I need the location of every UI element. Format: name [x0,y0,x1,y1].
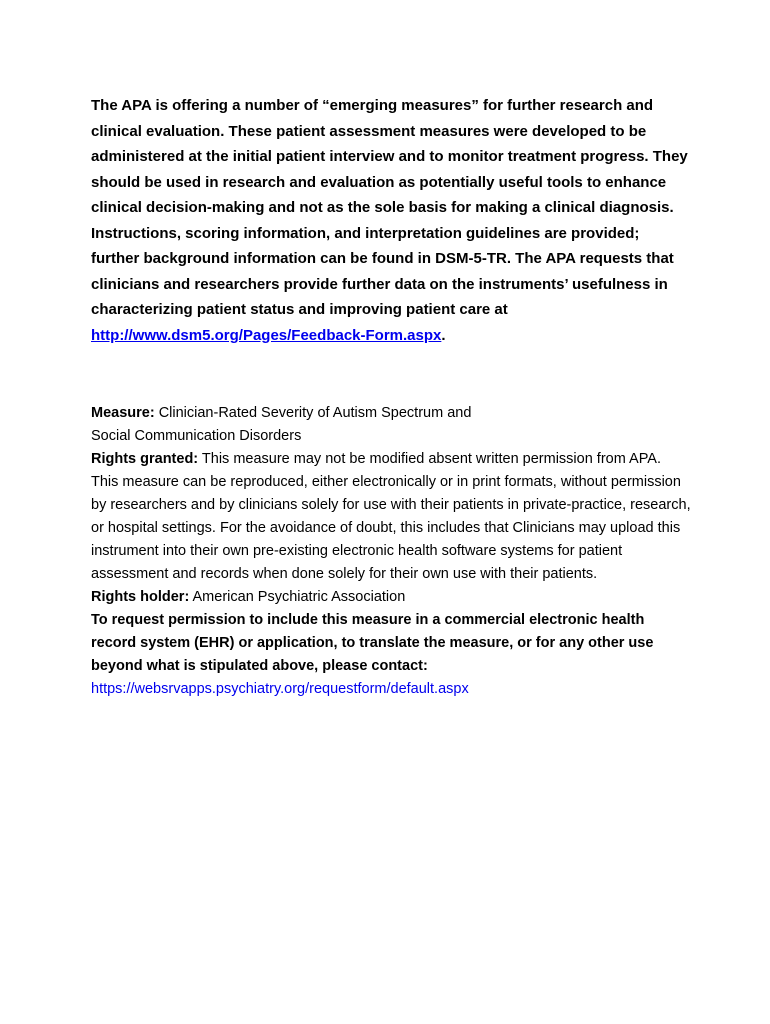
rights-granted-text: This measure may not be modified absent written permission from APA. This measure can be reproduced, either electronically or in print formats, without permission by researchers and by clinicians solely for use with their patients in private-practice, research, or hospital settings. For the avoidance of doubt, this includes that Clinicians may upload this instrument into their own pre-existing electronic health software systems for patient assessment and records when done solely for their own use with their patients. [91,451,691,582]
request-link-line [91,678,691,701]
measure-name-line1: Clinician-Rated Severity of Autism Spectrum and [154,405,472,421]
intro-end-punct: . [441,326,446,344]
rights-holder-text: American Psychiatric Association [189,589,406,605]
measure-name-line2: Social Communication Disorders [91,428,302,444]
rights-holder-line [91,586,691,609]
measure-line [91,402,691,425]
intro-section [91,93,691,348]
rights-granted-paragraph [91,448,691,586]
request-permission-text: To request permission to include this measure in a commercial electronic health record system (EHR) or application, to translate the measure, or for any other use beyond what is stipulated above, please contact: [91,612,654,674]
intro-paragraph [91,93,691,348]
measure-label: Measure: [91,405,155,421]
intro-text: The APA is offering a number of “emerging measures” for further research and clinical evaluation. These patient assessment measures were developed to be administered at the initial patient interview and to monitor treatment progress. They should be used in research and evaluation as potentially useful tools to enhance clinical decision-making and not as the sole basis for making a clinical diagnosis. Instructions, scoring information, and interpretation guidelines are provided; further background information can be found in DSM-5-TR. The APA requests that clinicians and researchers provide further data on the instruments’ usefulness in characterizing patient status and improving patient care at [91,97,688,318]
rights-holder-label: Rights holder: [91,589,190,605]
measure-info-section [91,402,691,701]
request-form-link[interactable]: https://websrvapps.psychiatry.org/requestform/default.aspx [91,681,469,697]
rights-granted-label: Rights granted: [91,451,199,467]
feedback-form-link[interactable]: http://www.dsm5.org/Pages/Feedback-Form.aspx [91,326,442,344]
